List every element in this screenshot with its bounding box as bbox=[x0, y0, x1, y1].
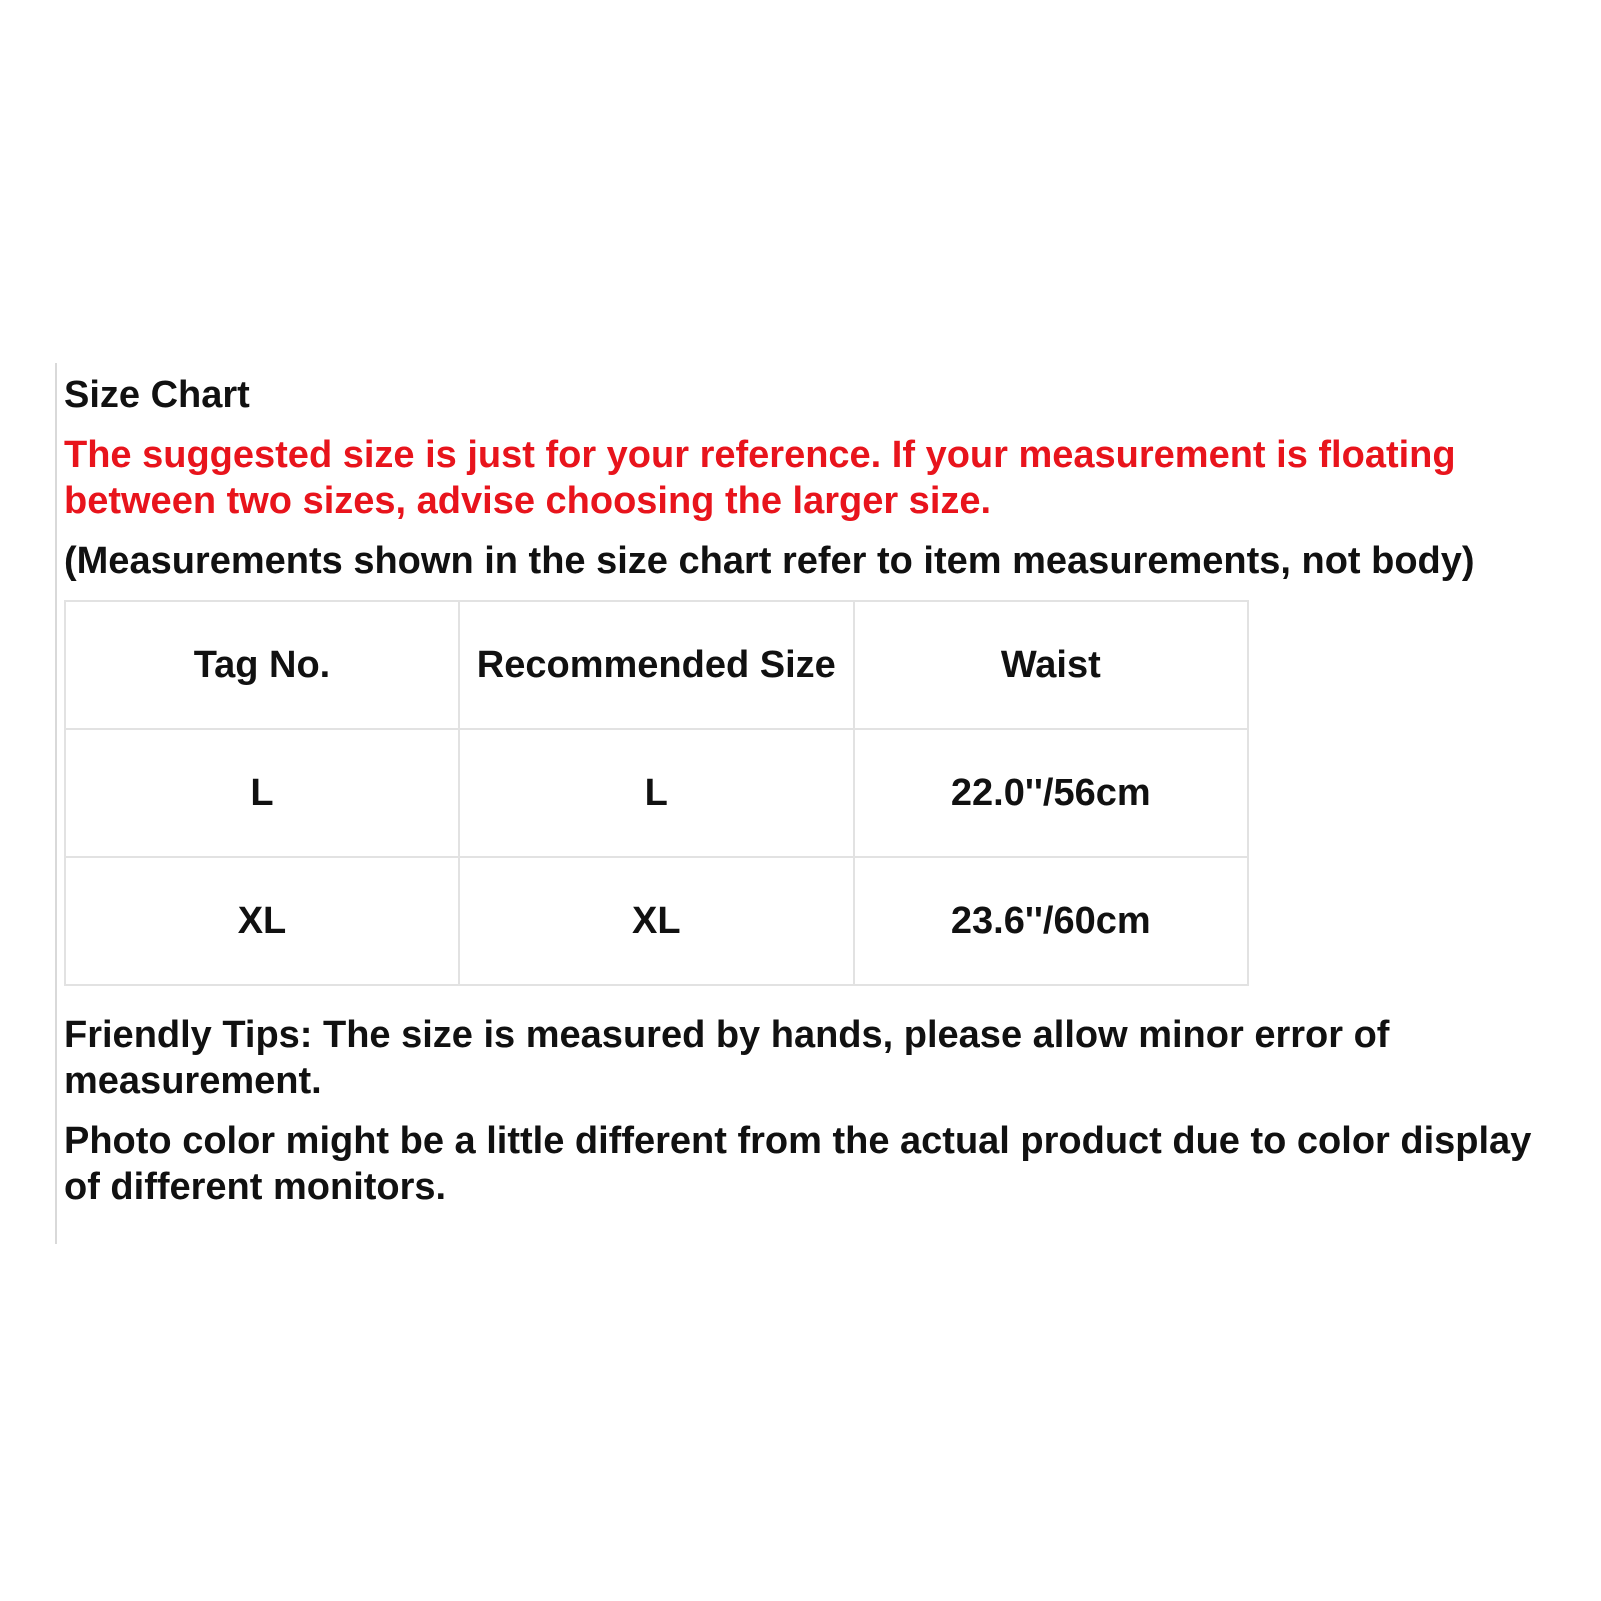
size-table bbox=[64, 600, 1249, 986]
left-divider bbox=[55, 363, 57, 1244]
cell-waist: 22.0''/56cm bbox=[854, 729, 1248, 857]
size-notice: The suggested size is just for your reference. If your measurement is floating between two sizes, advise choosing the larger size. bbox=[64, 434, 1456, 522]
friendly-tips: Friendly Tips: The size is measured by hands, please allow minor error of measurement. bbox=[64, 1014, 1390, 1102]
size-chart-document bbox=[64, 372, 1594, 1224]
cell-waist: 23.6''/60cm bbox=[854, 857, 1248, 985]
page-title: Size Chart bbox=[64, 374, 250, 416]
cell-recommended-size: L bbox=[459, 729, 854, 857]
cell-tag-no: L bbox=[65, 729, 459, 857]
table-row bbox=[65, 857, 1248, 985]
header-recommended-size: Recommended Size bbox=[459, 601, 854, 729]
table-header-row bbox=[65, 601, 1248, 729]
photo-color-tip: Photo color might be a little different from the actual product due to color display of different monitors. bbox=[64, 1120, 1532, 1208]
cell-recommended-size: XL bbox=[459, 857, 854, 985]
measurement-note: (Measurements shown in the size chart refer to item measurements, not body) bbox=[64, 540, 1475, 582]
header-waist: Waist bbox=[854, 601, 1248, 729]
table-row bbox=[65, 729, 1248, 857]
cell-tag-no: XL bbox=[65, 857, 459, 985]
header-tag-no: Tag No. bbox=[65, 601, 459, 729]
